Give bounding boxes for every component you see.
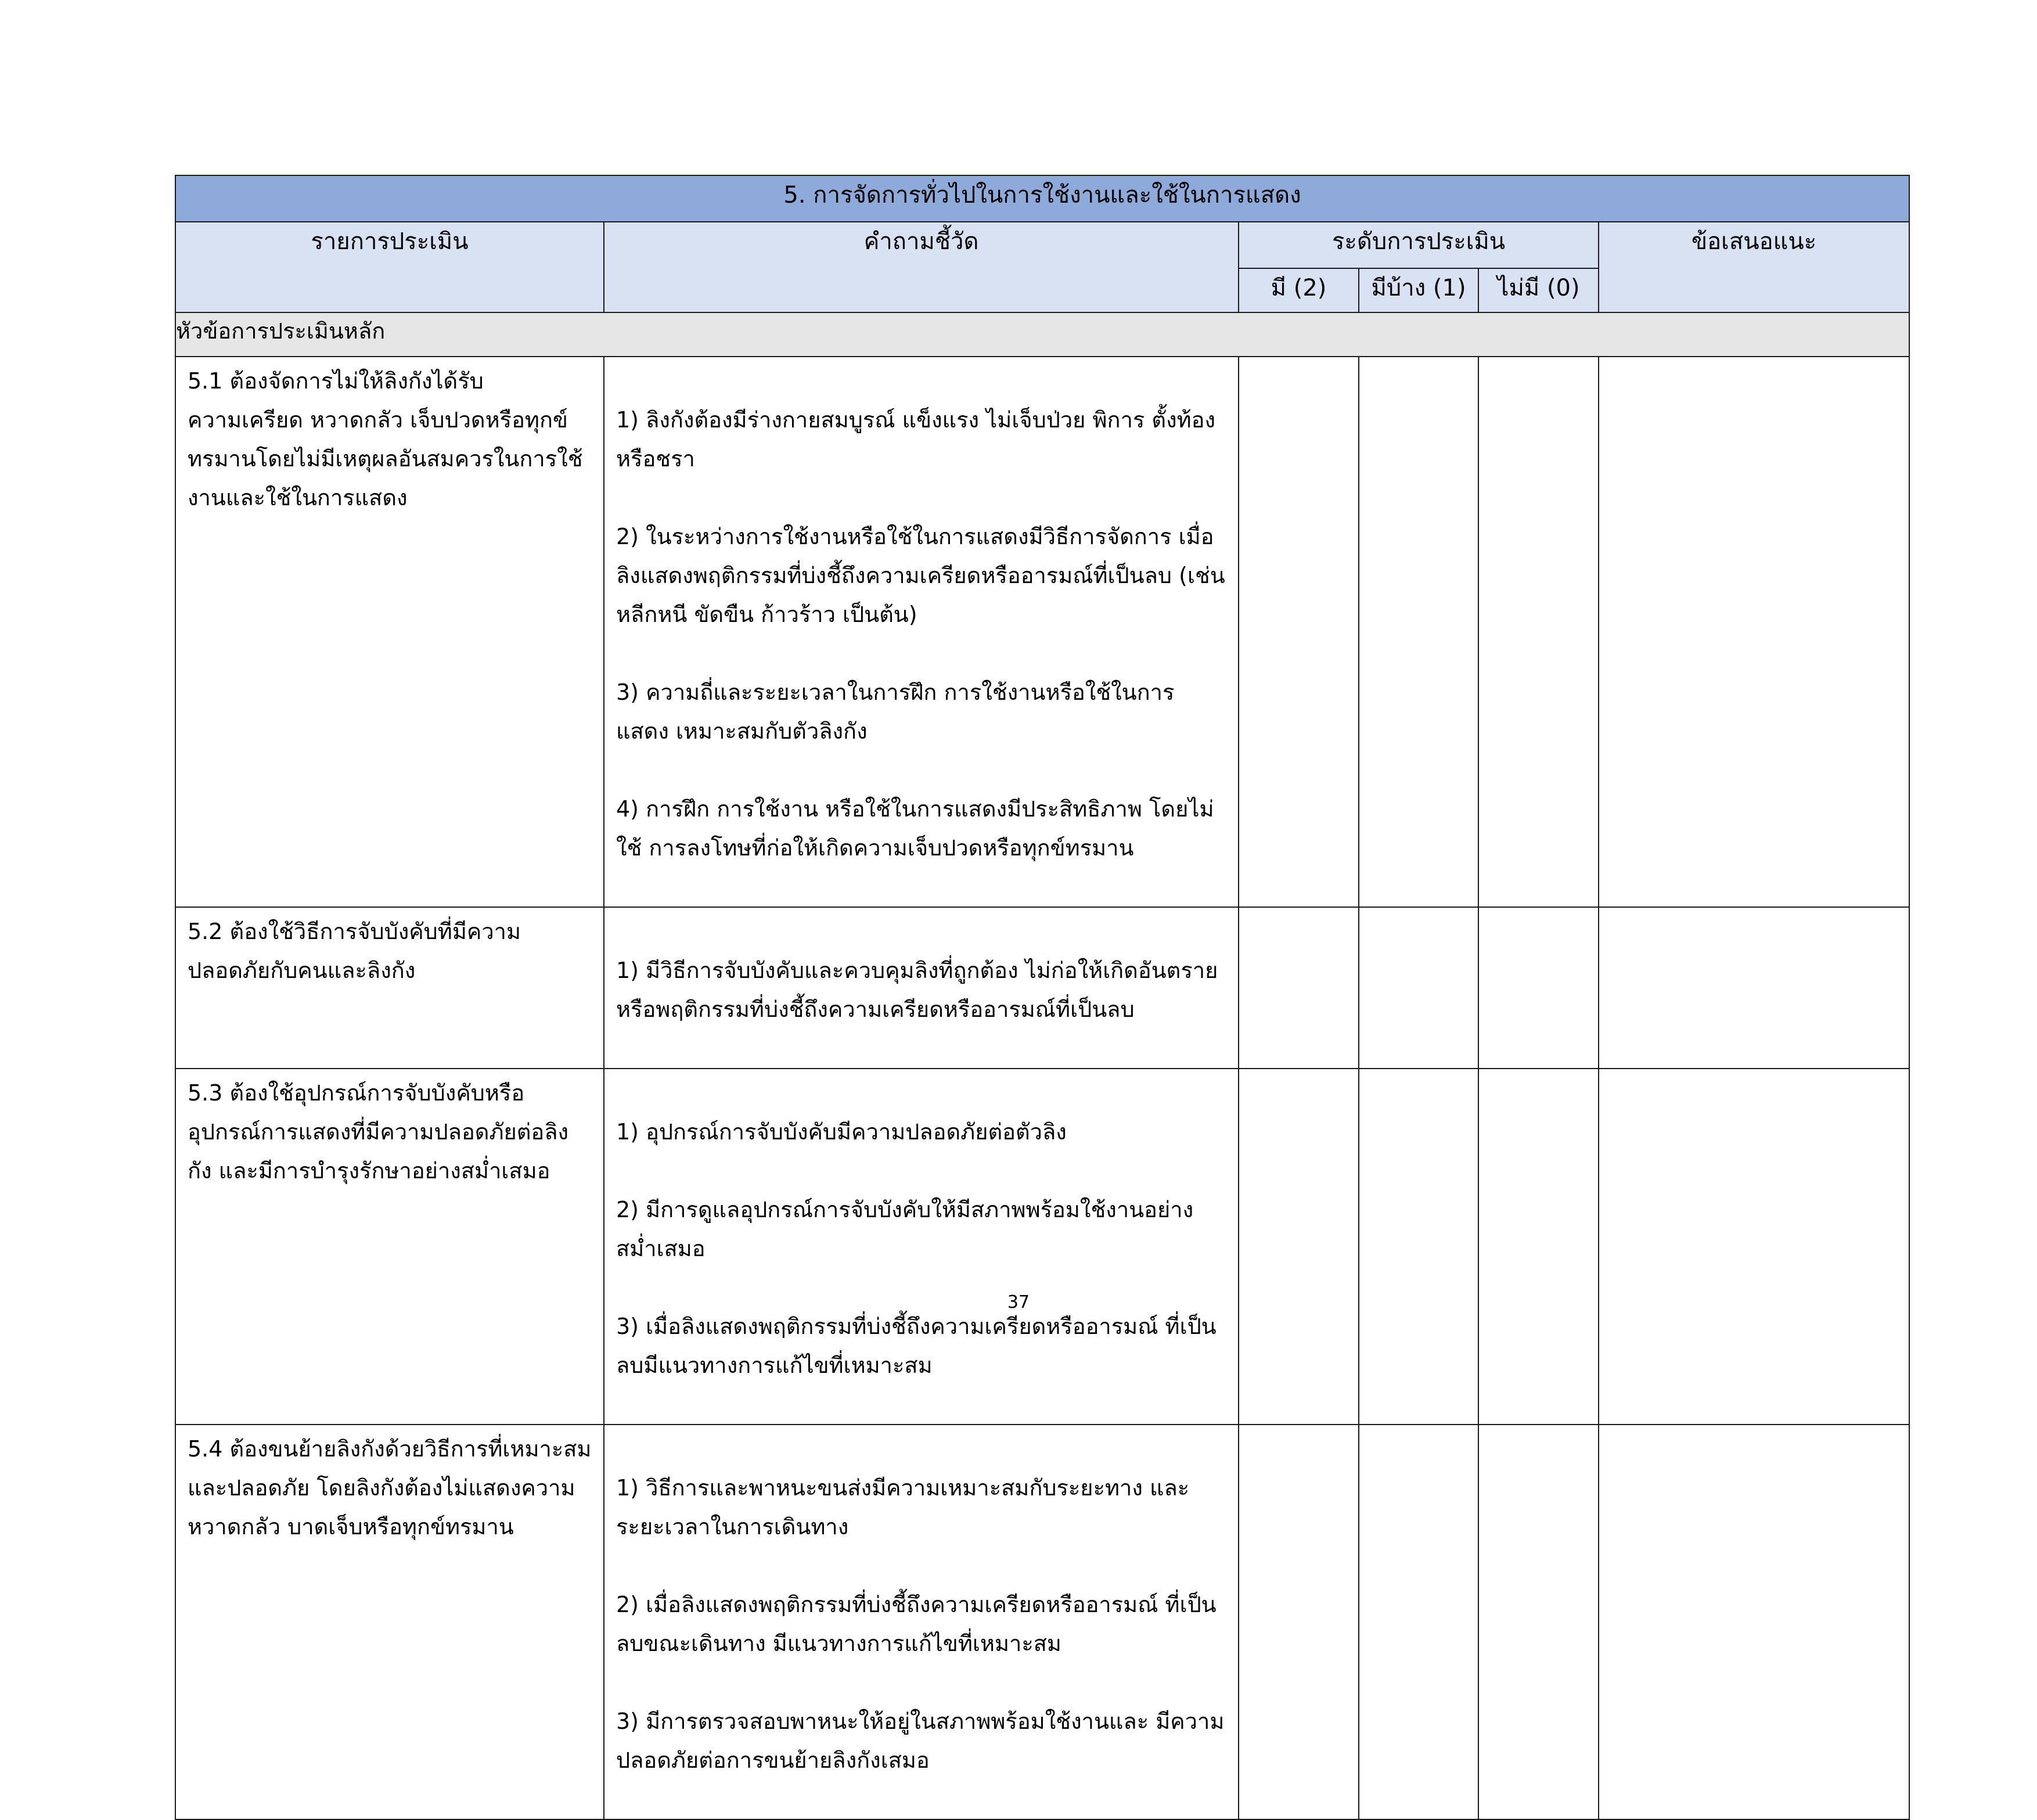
level-some-cell[interactable] <box>1359 1069 1478 1425</box>
item-text: 5.1 ต้องจัดการไม่ให้ลิงกังได้รับความเครียด หวาดกลัว เจ็บปวดหรือทุกข์ทรมานโดยไม่มีเหตุผลอันสมควรในการใช้งานและใช้ในการแสดง <box>188 368 583 510</box>
header-suggestion: ข้อเสนอแนะ <box>1599 222 1909 312</box>
item-cell <box>175 907 604 1069</box>
header-item: รายการประเมิน <box>175 222 604 312</box>
table-row <box>175 1069 1909 1425</box>
suggestion-cell[interactable] <box>1599 1425 1909 1819</box>
header-question: คำถามชี้วัด <box>604 222 1239 312</box>
suggestion-cell[interactable] <box>1599 357 1909 907</box>
header-level-some: มีบ้าง (1) <box>1359 268 1478 312</box>
level-none-cell[interactable] <box>1478 357 1599 907</box>
item-cell <box>175 357 604 907</box>
question-text: 1) อุปกรณ์การจับบังคับมีความปลอดภัยต่อตัวลิง <box>616 1119 1067 1145</box>
level-some-cell[interactable] <box>1359 907 1478 1069</box>
section-row <box>175 312 1909 357</box>
table-row <box>175 357 1909 907</box>
question-text: 3) มีการตรวจสอบพาหนะให้อยู่ในสภาพพร้อมใช้งานและ มีความปลอดภัยต่อการขนย้ายลิงกังเสมอ <box>616 1709 1225 1773</box>
header-level: ระดับการประเมิน <box>1239 222 1599 268</box>
suggestion-cell[interactable] <box>1599 1069 1909 1425</box>
suggestion-cell[interactable] <box>1599 907 1909 1069</box>
question-text: 3) ความถี่และระยะเวลาในการฝึก การใช้งานหรือใช้ในการแสดง เหมาะสมกับตัวลิงกัง <box>616 679 1175 744</box>
level-have-cell[interactable] <box>1239 357 1359 907</box>
evaluation-table <box>175 175 1910 1820</box>
header-row <box>175 222 1909 268</box>
item-text: 5.4 ต้องขนย้ายลิงกังด้วยวิธีการที่เหมาะสมและปลอดภัย โดยลิงกังต้องไม่แสดงความหวาดกลัว บาดเจ็บหรือทุกข์ทรมาน <box>188 1436 592 1540</box>
level-some-cell[interactable] <box>1359 1425 1478 1819</box>
question-text: 1) มีวิธีการจับบังคับและควบคุมลิงที่ถูกต้อง ไม่ก่อให้เกิดอันตราย หรือพฤติกรรมที่บ่งชี้ถึงความเครียดหรืออารมณ์ที่เป็นลบ <box>616 958 1218 1022</box>
question-cell <box>604 1425 1239 1819</box>
item-cell <box>175 1069 604 1425</box>
question-cell <box>604 907 1239 1069</box>
item-text: 5.2 ต้องใช้วิธีการจับบังคับที่มีความปลอดภัยกับคนและลิงกัง <box>188 919 521 983</box>
level-have-cell[interactable] <box>1239 907 1359 1069</box>
item-cell <box>175 1425 604 1819</box>
level-have-cell[interactable] <box>1239 1425 1359 1819</box>
question-cell <box>604 1069 1239 1425</box>
table-row <box>175 907 1909 1069</box>
level-none-cell[interactable] <box>1478 1425 1599 1819</box>
table-title: 5. การจัดการทั่วไปในการใช้งานและใช้ในการแสดง <box>175 175 1909 222</box>
header-level-none: ไม่มี (0) <box>1478 268 1599 312</box>
question-text: 4) การฝึก การใช้งาน หรือใช้ในการแสดงมีประสิทธิภาพ โดยไม่ใช้ การลงโทษที่ก่อให้เกิดความเจ็บปวดหรือทุกข์ทรมาน <box>616 796 1214 861</box>
table-title-row <box>175 175 1909 222</box>
question-text: 2) มีการดูแลอุปกรณ์การจับบังคับให้มีสภาพพร้อมใช้งานอย่าง สม่ำเสมอ <box>616 1197 1194 1261</box>
table-row <box>175 1425 1909 1819</box>
question-text: 1) วิธีการและพาหนะขนส่งมีความเหมาะสมกับระยะทาง และระยะเวลาในการเดินทาง <box>616 1475 1190 1540</box>
level-none-cell[interactable] <box>1478 907 1599 1069</box>
page-number: 37 <box>1007 1292 1030 1312</box>
question-text: 2) เมื่อลิงแสดงพฤติกรรมที่บ่งชี้ถึงความเครียดหรืออารมณ์ ที่เป็นลบขณะเดินทาง มีแนวทางการแก้ไขที่เหมาะสม <box>616 1592 1217 1656</box>
level-none-cell[interactable] <box>1478 1069 1599 1425</box>
level-some-cell[interactable] <box>1359 357 1478 907</box>
item-text: 5.3 ต้องใช้อุปกรณ์การจับบังคับหรืออุปกรณ์การแสดงที่มีความปลอดภัยต่อลิงกัง และมีการบำรุงรักษาอย่างสม่ำเสมอ <box>188 1080 569 1184</box>
section-title: หัวข้อการประเมินหลัก <box>175 312 1909 357</box>
level-have-cell[interactable] <box>1239 1069 1359 1425</box>
question-text: 1) ลิงกังต้องมีร่างกายสมบูรณ์ แข็งแรง ไม่เจ็บป่วย พิการ ตั้งท้อง หรือชรา <box>616 407 1216 472</box>
question-text: 3) เมื่อลิงแสดงพฤติกรรมที่บ่งชี้ถึงความเครียดหรืออารมณ์ ที่เป็นลบมีแนวทางการแก้ไขที่เหมาะสม <box>616 1314 1217 1378</box>
question-text: 2) ในระหว่างการใช้งานหรือใช้ในการแสดงมีวิธีการจัดการ เมื่อลิงแสดงพฤติกรรมที่บ่งชี้ถึงความเครียดหรืออารมณ์ที่เป็นลบ (เช่นหลีกหนี ขัดขืน ก้าวร้าว เป็นต้น) <box>616 524 1225 627</box>
question-cell <box>604 357 1239 907</box>
header-level-have: มี (2) <box>1239 268 1359 312</box>
